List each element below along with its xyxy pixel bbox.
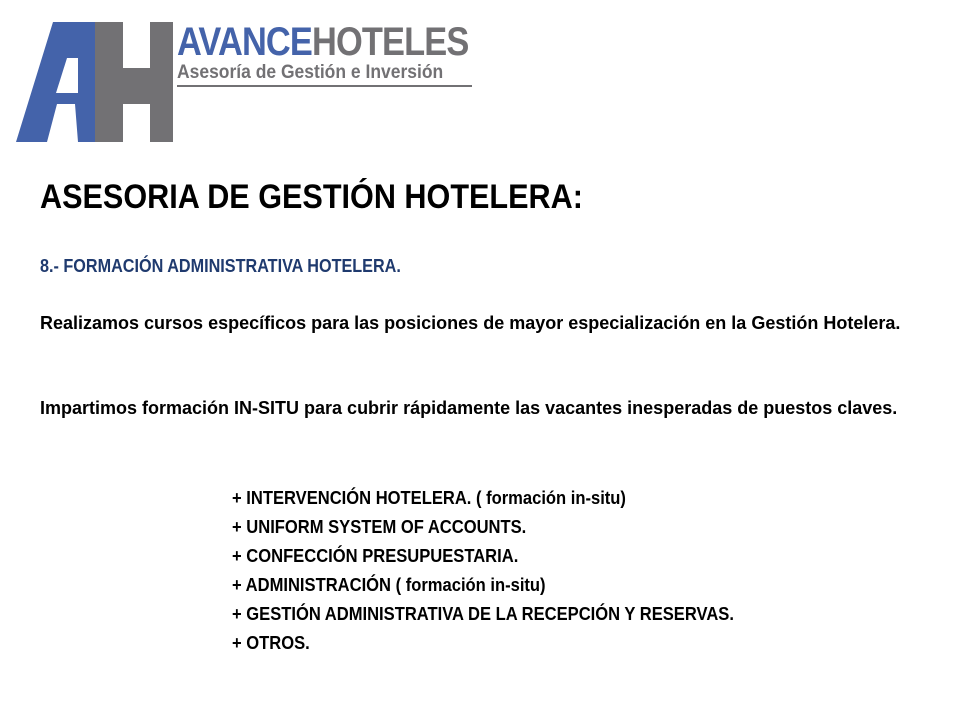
course-list [232, 484, 778, 658]
slide-title: ASESORIA DE GESTIÓN HOTELERA: [40, 178, 583, 216]
list-item: + CONFECCIÓN PRESUPUESTARIA. [232, 546, 519, 566]
brand-part-hoteles: HOTELES [311, 20, 469, 64]
brand-part-avance: AVANCE [177, 20, 312, 64]
tagline-underline [177, 85, 472, 87]
list-item: + GESTIÓN ADMINISTRATIVA DE LA RECEPCIÓN Y RESERVAS. [232, 604, 734, 624]
list-item: + OTROS. [232, 633, 310, 653]
paragraph-courses: Realizamos cursos específicos para las posiciones de mayor especialización en la Gestión Hotelera. [40, 313, 901, 333]
brand-name [177, 20, 468, 65]
section-subtitle: 8.- FORMACIÓN ADMINISTRATIVA HOTELERA. [40, 256, 401, 276]
list-item: + ADMINISTRACIÓN ( formación in-situ) [232, 575, 546, 595]
list-item: + INTERVENCIÓN HOTELERA. ( formación in-situ) [232, 488, 626, 508]
list-item: + UNIFORM SYSTEM OF ACCOUNTS. [232, 517, 527, 537]
paragraph-insitu: Impartimos formación IN-SITU para cubrir rápidamente las vacantes inesperadas de puestos claves. [40, 398, 898, 418]
brand-tagline: Asesoría de Gestión e Inversión [177, 62, 444, 83]
ah-logo-mark [0, 0, 180, 150]
